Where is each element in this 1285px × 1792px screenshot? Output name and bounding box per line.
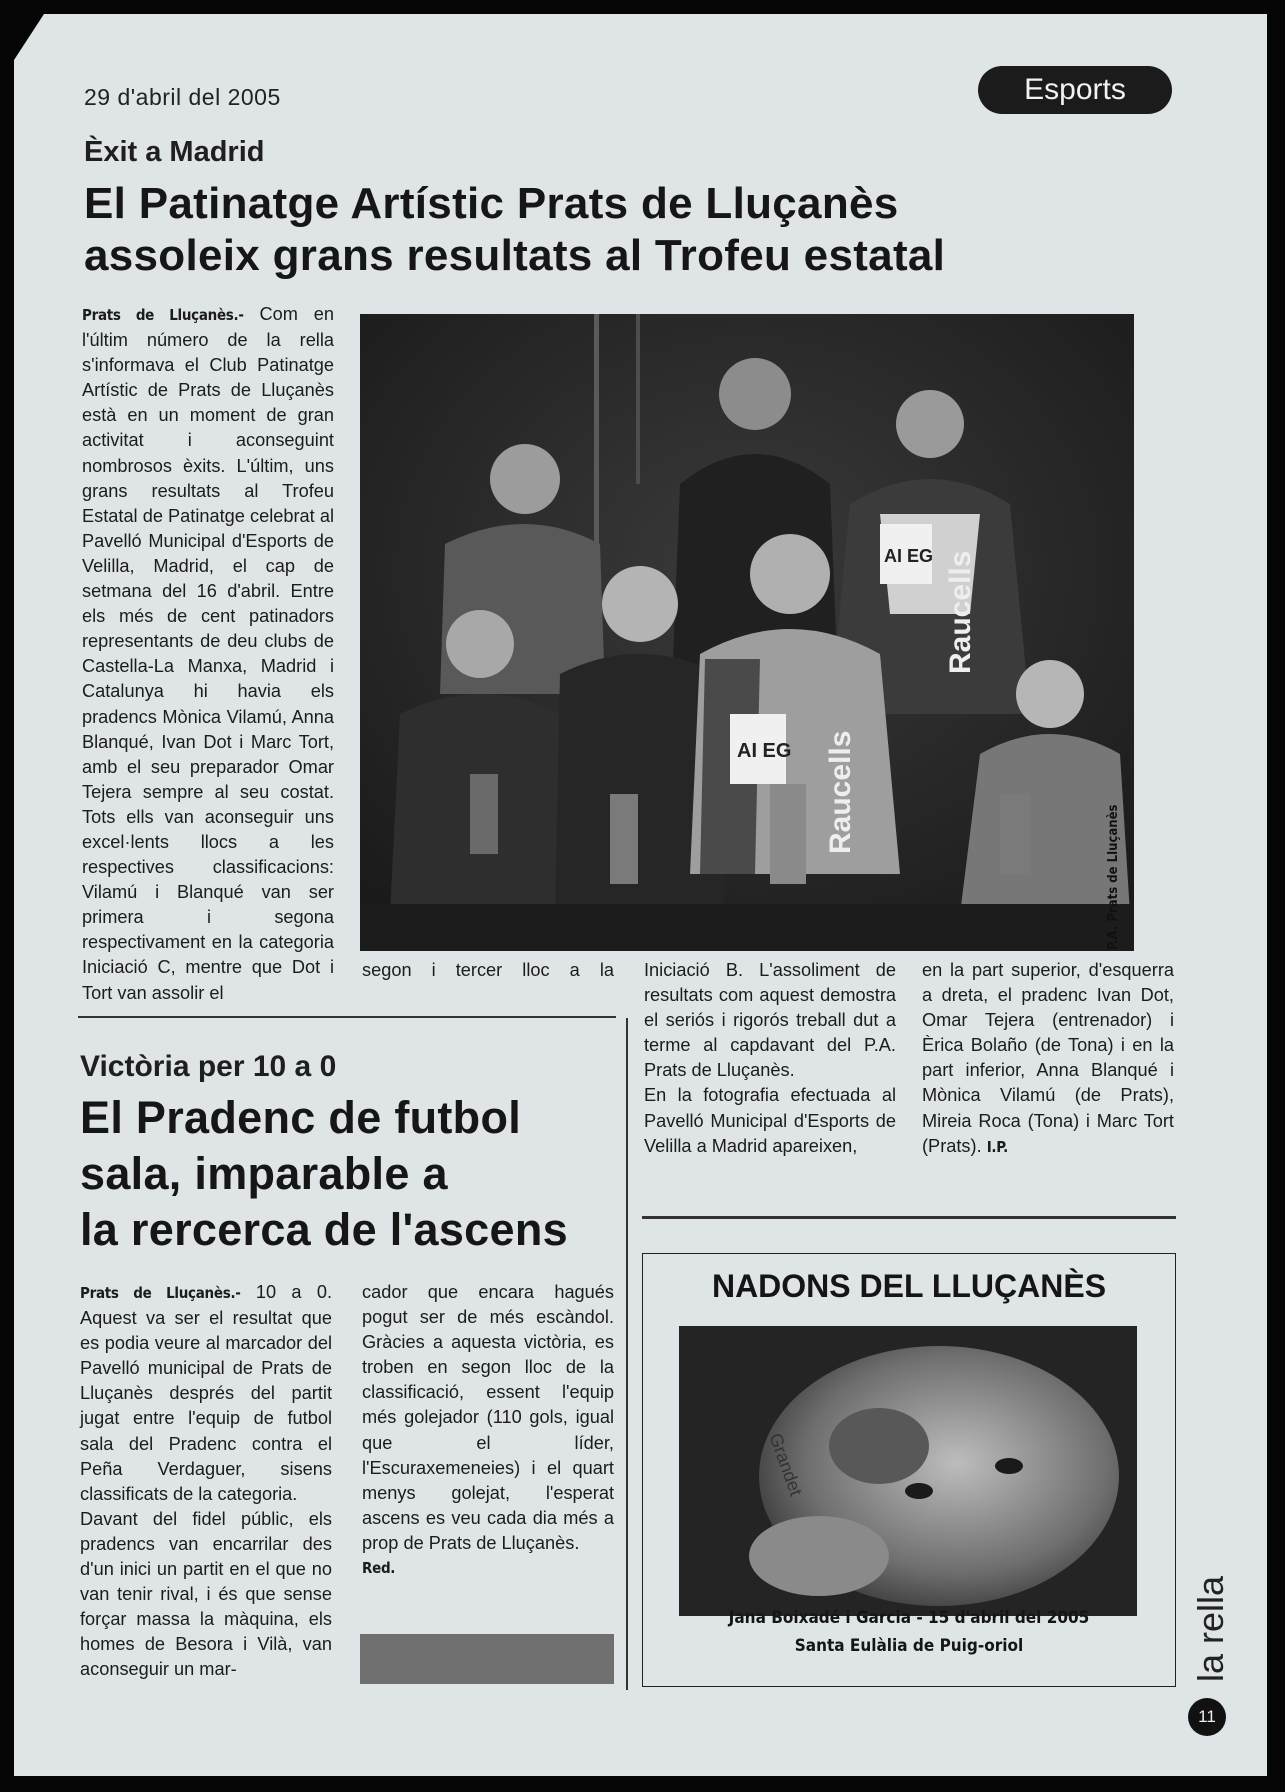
- births-box: [642, 1253, 1176, 1687]
- team-photo-logo-text: AI EG: [737, 740, 792, 762]
- article1-headline-line1: El Patinatge Artístic Prats de Lluçanès: [84, 179, 899, 228]
- team-photo-brand-text: Raucells: [944, 550, 977, 674]
- article2-col2-text: cador que encara hagués pogut ser de més escàndol. Gràcies a aquesta victòria, es troben en segon lloc de la classificació, essent l'equip més golejador (110 gols, igual que el líder, l'Escuraxemeneies) i el quart menys golejat, l'esperat ascens es veu cada dia més a prop de Prats de Lluçanès.: [362, 1282, 614, 1553]
- article2-headline-line2: sala, imparable a: [80, 1148, 448, 1199]
- article2-headline-line3: la rercerca de l'ascens: [80, 1204, 568, 1255]
- team-photo-image: [360, 314, 1134, 951]
- article1-signature: I.P.: [986, 1137, 1008, 1156]
- article2-headline-line1: El Pradenc de futbol: [80, 1092, 522, 1143]
- article1-column-2: segon i tercer lloc a la: [362, 960, 614, 980]
- article2-lead: Prats de Lluçanès.-: [80, 1284, 241, 1302]
- births-caption-name: Jana Boixadé i Garcia - 15 d'abril del 2005: [728, 1608, 1090, 1628]
- article1-headline: [84, 178, 945, 282]
- section-divider: [78, 1016, 616, 1018]
- article2-column-1: [80, 1280, 332, 1683]
- article2-col1b-text: Davant del fidel públic, els pradencs van encarrilar des d'un inici un partit en el que no van tenir rival, i és que sense forçar massa la màquina, els homes de Besora i Vilà, van aconseguir un mar-: [80, 1508, 332, 1680]
- births-title: NADONS DEL LLUÇANÈS: [711, 1268, 1107, 1304]
- page-number: 11: [1188, 1698, 1226, 1736]
- article1-col3b-text: En la fotografia efectuada al Pavelló Municipal d'Esports de Velilla a Madrid apareixen,: [644, 1085, 896, 1156]
- births-caption: [643, 1604, 1175, 1660]
- article1-kicker: Èxit a Madrid: [84, 136, 265, 168]
- magazine-name: la rella: [1190, 1575, 1231, 1682]
- article1-col1-text: Com en l'últim número de la rella s'informava el Club Patinatge Artístic de Prats de Lluçanès està en un moment de gran activitat i aconseguint nombrosos èxits. L'últim, uns grans resultats al Trofeu Estatal de Patinatge celebrat al Pavelló Municipal d'Esports de Velilla, Madrid, el cap de setmana del 16 d'abril. Entre els més de cent patinadors representants de deu clubs de Castella-La Manxa, Madrid i Catalunya hi havia els pradencs Mònica Vilamú, Anna Blanqué, Ivan Dot i Marc Tort, amb el seu preparador Omar Tejera sempre al seu costat. Tots ells van aconseguir uns excel·lents llocs a les respectives classificacions: Vilamú i Blanqué van ser primera i segona respectivament en la categoria Iniciació C, mentre que Dot i Tort van assolir el: [82, 304, 334, 1003]
- gray-placeholder-block: [360, 1634, 614, 1684]
- article1-headline-line2: assoleix grans resultats al Trofeu estatal: [84, 231, 946, 280]
- photo-credit: P.A. Prats de Lluçanès: [1106, 804, 1121, 950]
- births-divider: [642, 1216, 1176, 1219]
- team-photo-brand-text-2: Raucells: [824, 730, 857, 854]
- article2-signature: Red.: [362, 1559, 396, 1578]
- baby-photo-text: Grandet: [765, 1430, 807, 1499]
- article1-column-4: [922, 958, 1174, 1160]
- section-badge: Esports: [978, 66, 1172, 114]
- article1-col4-text: en la part superior, d'esquerra a dreta, el pradenc Ivan Dot, Omar Tejera (entrenador) i Èrica Bolaño (de Tona) i en la part inferior, Anna Blanqué i Mònica Vilamú (de Prats), Mireia Roca (Tona) i Marc Tort (Prats).: [922, 960, 1174, 1156]
- article1-lead: Prats de Lluçanès.-: [82, 306, 244, 324]
- article1-col3-text: Iniciació B. L'assoliment de resultats com aquest demostra el seriós i rigorós treball dut a terme al capdavant del P.A. Prats de Lluçanès.: [644, 960, 896, 1081]
- article2-col1-text: 10 a 0. Aquest va ser el resultat que es podia veure al marcador del Pavelló municipal de Prats de Lluçanès després del partit jugat entre l'equip de futbol sala del Pradenc contra el Peña Verdaguer, sisens classificats de la categoria.: [80, 1282, 332, 1504]
- team-photo: [360, 314, 1134, 951]
- article2-headline: [80, 1090, 568, 1258]
- article2-column-2: [362, 1280, 614, 1581]
- issue-date: 29 d'abril del 2005: [84, 84, 281, 110]
- article2-kicker: Victòria per 10 a 0: [80, 1050, 337, 1083]
- baby-photo: [679, 1326, 1137, 1616]
- article1-column-3: [644, 958, 896, 1159]
- article1-column-1: [82, 302, 334, 1006]
- folded-corner: [14, 14, 44, 60]
- column-divider: [626, 1018, 628, 1690]
- team-photo-logo-text-2: AI EG: [884, 546, 934, 566]
- births-caption-place: Santa Eulàlia de Puig-oriol: [794, 1636, 1024, 1656]
- baby-photo-image: [679, 1326, 1137, 1616]
